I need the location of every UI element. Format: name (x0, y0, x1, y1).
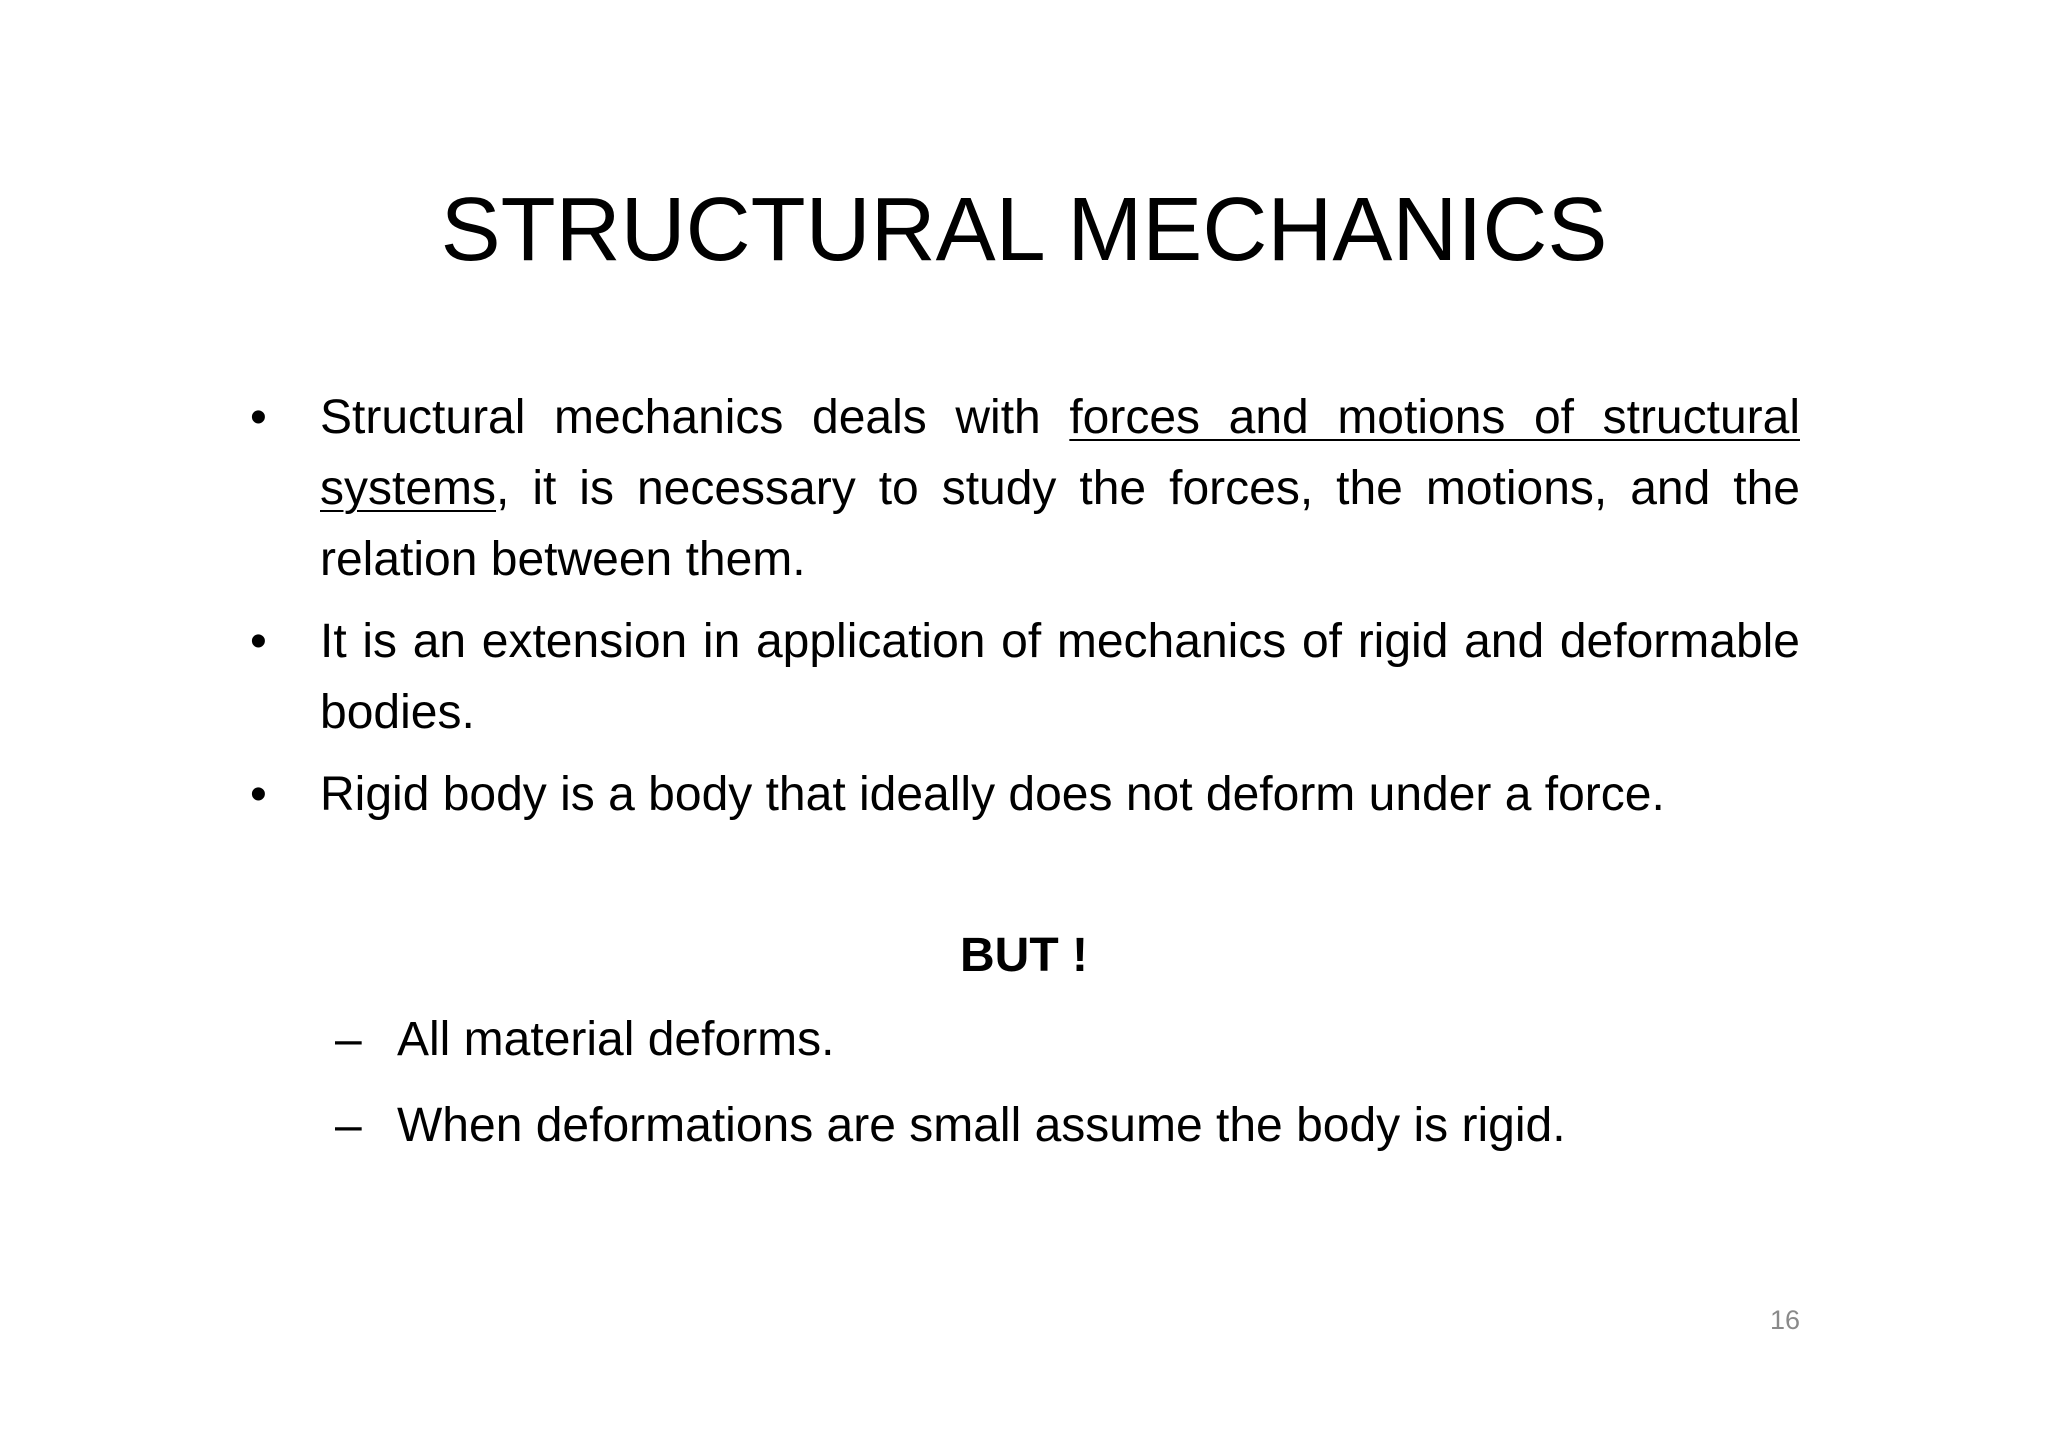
bullet-dot-icon: • (250, 391, 267, 444)
bullet-item-2 (250, 606, 1800, 748)
bullet-item-3 (250, 759, 1800, 830)
bullet-text: Rigid body is a body that ideally does not deform under a force. (320, 768, 1665, 821)
bullet-dot-icon: • (250, 615, 267, 668)
bullet-list (250, 382, 1800, 841)
bullet-dot-icon: • (250, 768, 267, 821)
bullet-item-1 (250, 382, 1800, 595)
sub-point-2 (335, 1090, 1897, 1161)
emphasis-text: BUT ! (960, 929, 1088, 982)
dash-icon: – (335, 1013, 362, 1066)
sub-point-1 (335, 1004, 1897, 1075)
page-number: 16 (1769, 1305, 1800, 1335)
sub-point-text: When deformations are small assume the body is rigid. (397, 1099, 1566, 1152)
sub-point-text: All material deforms. (397, 1013, 835, 1066)
bullet-text: , it is necessary to study the forces, the motions, and the relation between them. (320, 462, 1800, 586)
bullet-text: It is an extension in application of mechanics of rigid and deformable bodies. (320, 615, 1800, 739)
underlined-phrase: forces and motions of structural systems (320, 391, 1800, 515)
slide-title: STRUCTURAL MECHANICS (440, 180, 1608, 280)
dash-icon: – (335, 1099, 362, 1152)
bullet-text: Structural mechanics deals with (320, 391, 1070, 444)
